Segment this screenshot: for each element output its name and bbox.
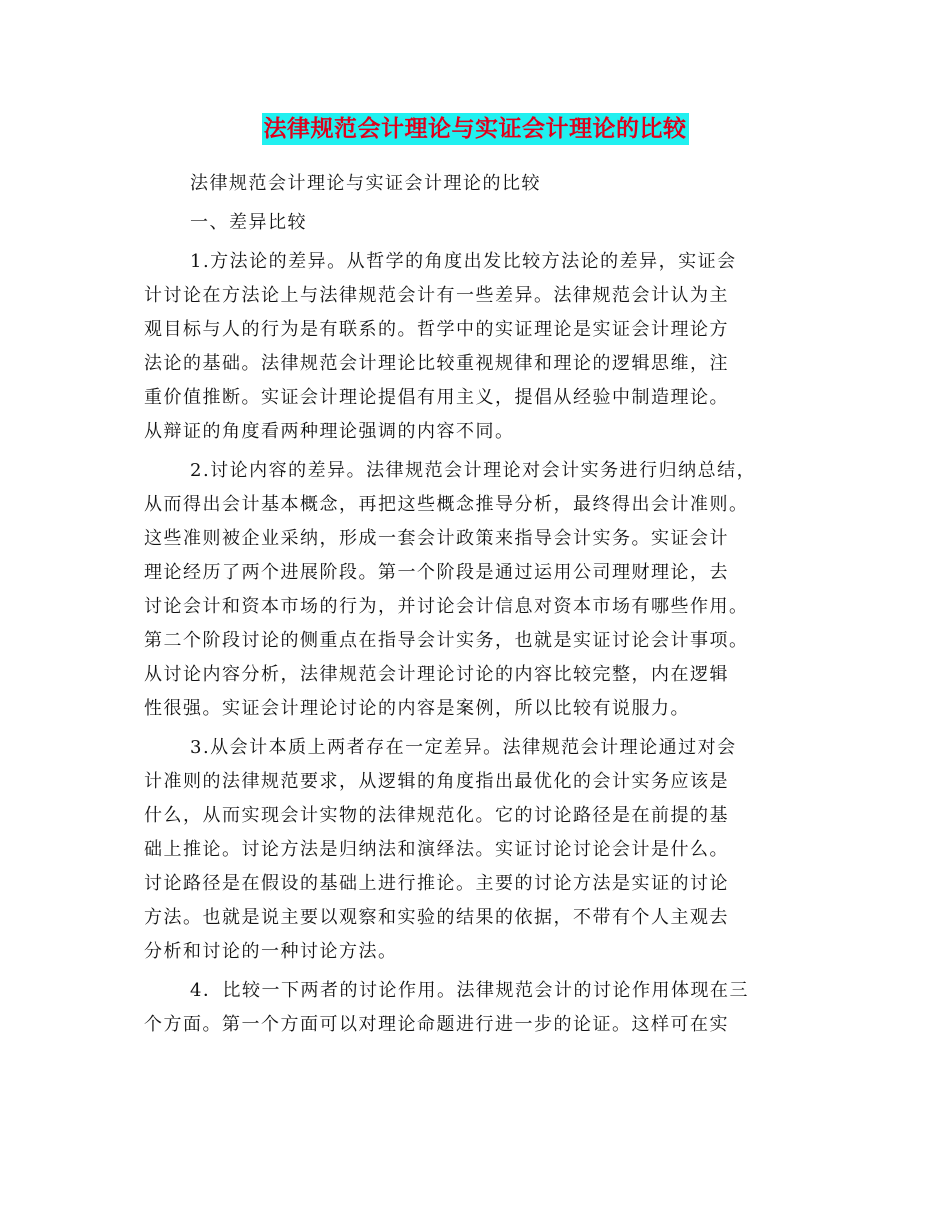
text-line: 第二个阶段讨论的侧重点在指导会计实务，也就是实证讨论会计事项。 [144, 630, 749, 651]
text-line: 分析和讨论的一种讨论方法。 [144, 941, 398, 962]
text-line: 什么，从而实现会计实物的法律规范化。它的讨论路径是在前提的基 [144, 805, 729, 826]
text-line: 观目标与人的行为是有联系的。哲学中的实证理论是实证会计理论方 [144, 319, 729, 340]
text-line: 计准则的法律规范要求，从逻辑的角度指出最优化的会计实务应该是 [144, 771, 729, 792]
text-line: 2.讨论内容的差异。法律规范会计理论对会计实务进行归纳总结， [190, 460, 757, 481]
text-line: 这些准则被企业采纳，形成一套会计政策来指导会计实务。实证会计 [144, 528, 729, 549]
text-line: 个方面。第一个方面可以对理论命题进行进一步的论证。这样可在实 [144, 1014, 729, 1035]
text-line: 讨论会计和资本市场的行为，并讨论会计信息对资本市场有哪些作用。 [144, 596, 749, 617]
text-line: 讨论路径是在假设的基础上进行推论。主要的讨论方法是实证的讨论 [144, 873, 729, 894]
text-line: 法论的基础。法律规范会计理论比较重视规律和理论的逻辑思维，注 [144, 353, 729, 374]
text-line: 法律规范会计理论与实证会计理论的比较 [190, 173, 541, 194]
document-body [144, 167, 812, 1042]
text-line: 从而得出会计基本概念，再把这些概念推导分析，最终得出会计准则。 [144, 494, 749, 515]
text-line: 方法。也就是说主要以观察和实验的结果的依据，不带有个人主观去 [144, 907, 729, 928]
text-line: 从辩证的角度看两种理论强调的内容不同。 [144, 421, 515, 442]
document-title: 法律规范会计理论与实证会计理论的比较 [262, 113, 689, 145]
text-line: 重价值推断。实证会计理论提倡有用主义，提倡从经验中制造理论。 [144, 387, 729, 408]
text-line: 4．比较一下两者的讨论作用。法律规范会计的讨论作用体现在三 [190, 980, 749, 1001]
text-line: 理论经历了两个进展阶段。第一个阶段是通过运用公司理财理论，去 [144, 562, 729, 583]
text-line: 一、差异比较 [190, 212, 307, 233]
text-line: 础上推论。讨论方法是归纳法和演绎法。实证讨论讨论会计是什么。 [144, 839, 729, 860]
text-line: 3.从会计本质上两者存在一定差异。法律规范会计理论通过对会 [190, 737, 737, 758]
title-container [0, 113, 950, 145]
text-line: 计讨论在方法论上与法律规范会计有一些差异。法律规范会计认为主 [144, 285, 729, 306]
text-line: 1.方法论的差异。从哲学的角度出发比较方法论的差异，实证会 [190, 251, 737, 272]
text-line: 从讨论内容分析，法律规范会计理论讨论的内容比较完整，内在逻辑 [144, 664, 729, 685]
text-line: 性很强。实证会计理论讨论的内容是案例，所以比较有说服力。 [144, 698, 690, 719]
